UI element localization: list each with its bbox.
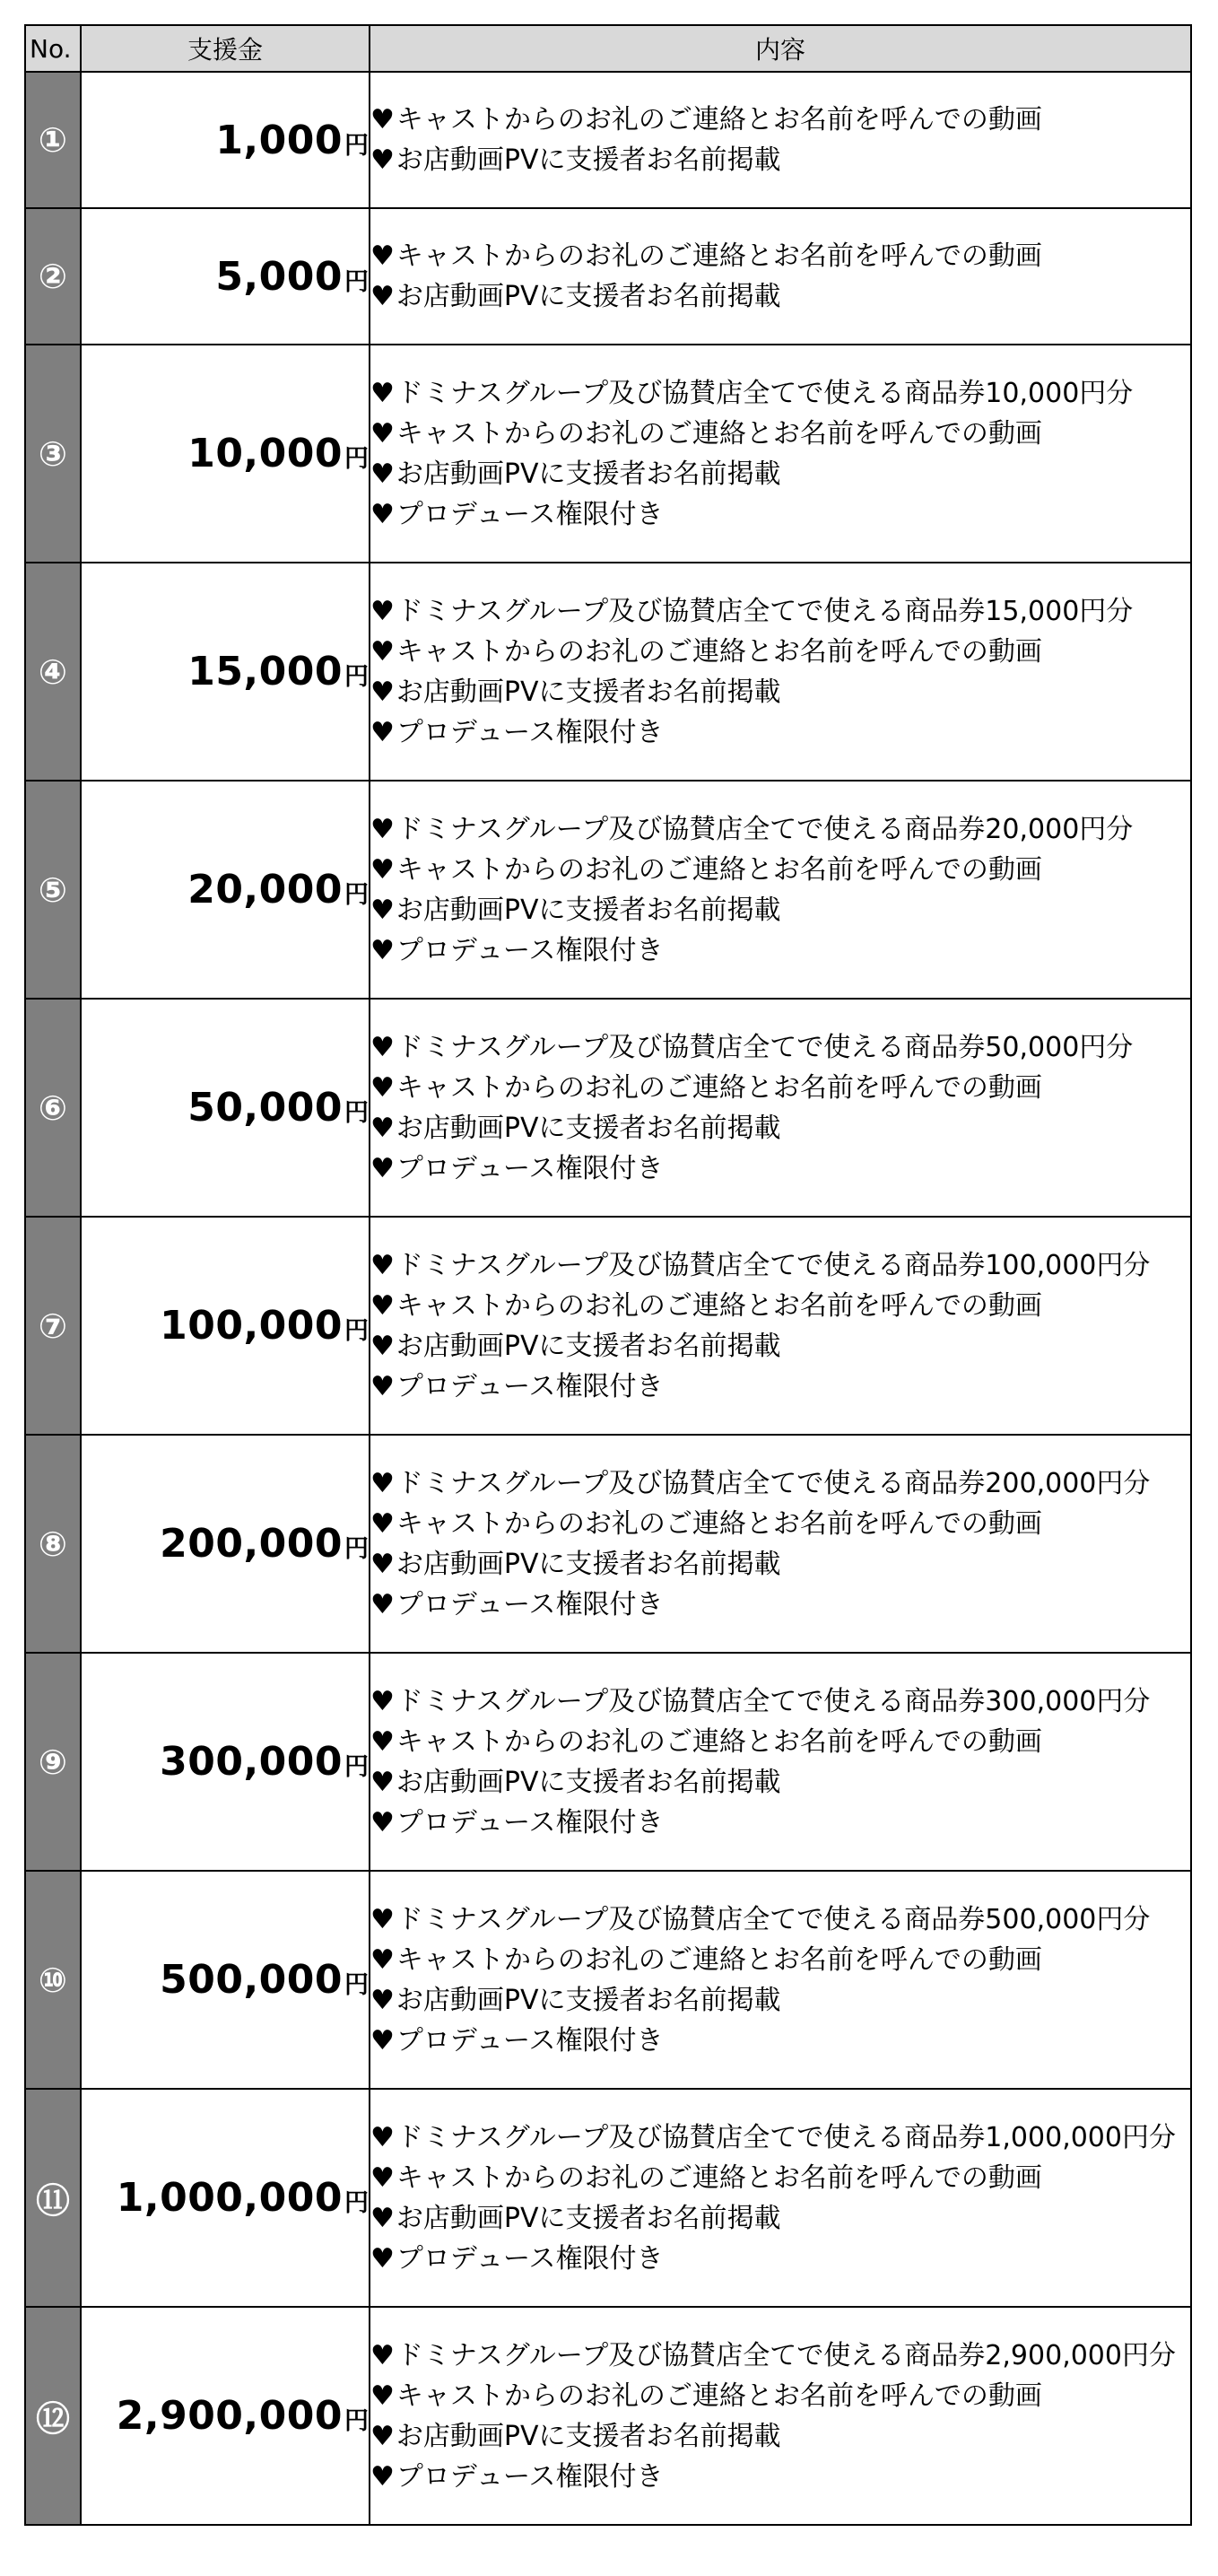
- benefit-item: [370, 712, 1190, 753]
- tier-amount-value: 10,000: [187, 431, 343, 476]
- tier-amount-cell: [81, 2089, 370, 2307]
- tier-amount-value: 300,000: [160, 1739, 343, 1785]
- benefit-text: キャストからのお礼のご連絡とお名前を呼んでの動画: [396, 853, 1042, 886]
- currency-unit: 円: [344, 1971, 369, 1999]
- tier-amount-cell: [81, 563, 370, 781]
- benefit-text: プロデュース権限付き: [396, 498, 664, 530]
- heart-icon: ♥: [370, 2202, 395, 2234]
- benefit-text: ドミナスグループ及び協賛店全てで使える商品券300,000円分: [396, 1685, 1151, 1717]
- tier-amount-cell: [81, 72, 370, 208]
- heart-icon: ♥: [370, 1766, 395, 1798]
- tier-amount-cell: [81, 1217, 370, 1435]
- heart-icon: ♥: [370, 595, 395, 627]
- tier-number: ②: [25, 208, 81, 345]
- table-row: [25, 1871, 1191, 2089]
- benefit-item: [370, 414, 1190, 454]
- benefit-item: [370, 890, 1190, 930]
- currency-unit: 円: [344, 2407, 369, 2435]
- benefit-text: プロデュース権限付き: [396, 2242, 664, 2275]
- heart-icon: ♥: [370, 1725, 395, 1758]
- benefit-item: [370, 276, 1190, 317]
- benefit-text: お店動画PVに支援者お名前掲載: [396, 676, 781, 708]
- benefit-item: [370, 2336, 1190, 2376]
- table-row: [25, 208, 1191, 345]
- benefit-item: [370, 1463, 1190, 1504]
- benefit-item: [370, 672, 1190, 712]
- header-amount: 支援金: [81, 25, 370, 72]
- tier-number: ⑧: [25, 1435, 81, 1653]
- heart-icon: ♥: [370, 1467, 395, 1499]
- table-row: [25, 1217, 1191, 1435]
- benefit-text: キャストからのお礼のご連絡とお名前を呼んでの動画: [396, 635, 1042, 668]
- table-row: [25, 72, 1191, 208]
- tier-content-cell: [370, 781, 1191, 999]
- tier-amount-value: 1,000,000: [116, 2175, 343, 2221]
- benefit-text: ドミナスグループ及び協賛店全てで使える商品券10,000円分: [396, 377, 1134, 409]
- support-tier-table: [24, 24, 1192, 2526]
- currency-unit: 円: [344, 131, 369, 160]
- heart-icon: ♥: [370, 676, 395, 708]
- benefit-text: プロデュース権限付き: [396, 1370, 664, 1402]
- heart-icon: ♥: [370, 1806, 395, 1838]
- tier-amount-cell: [81, 208, 370, 345]
- heart-icon: ♥: [370, 635, 395, 668]
- heart-icon: ♥: [370, 498, 395, 530]
- tier-number: ⑪: [25, 2089, 81, 2307]
- tier-content-cell: [370, 1435, 1191, 1653]
- tier-amount-cell: [81, 2307, 370, 2525]
- tier-number: ⑩: [25, 1871, 81, 2089]
- benefit-text: プロデュース権限付き: [396, 1152, 664, 1184]
- benefit-text: ドミナスグループ及び協賛店全てで使える商品券1,000,000円分: [396, 2121, 1176, 2153]
- tier-amount-value: 15,000: [187, 649, 343, 694]
- benefit-item: [370, 2416, 1190, 2457]
- benefit-text: キャストからのお礼のご連絡とお名前を呼んでの動画: [396, 1943, 1042, 1976]
- benefit-text: プロデュース権限付き: [396, 2460, 664, 2493]
- heart-icon: ♥: [370, 1112, 395, 1144]
- heart-icon: ♥: [370, 1071, 395, 1104]
- benefit-text: お店動画PVに支援者お名前掲載: [396, 144, 781, 176]
- benefit-text: お店動画PVに支援者お名前掲載: [396, 458, 781, 490]
- tier-amount-cell: [81, 345, 370, 563]
- benefit-item: [370, 1108, 1190, 1148]
- table-row: [25, 999, 1191, 1217]
- tier-amount-cell: [81, 781, 370, 999]
- heart-icon: ♥: [370, 934, 395, 966]
- currency-unit: 円: [344, 267, 369, 296]
- benefit-text: ドミナスグループ及び協賛店全てで使える商品券15,000円分: [396, 595, 1134, 627]
- tier-content-cell: [370, 1653, 1191, 1871]
- heart-icon: ♥: [370, 1685, 395, 1717]
- benefit-text: プロデュース権限付き: [396, 1588, 664, 1620]
- benefit-item: [370, 454, 1190, 494]
- table-row: [25, 1435, 1191, 1653]
- tier-amount-cell: [81, 1871, 370, 2089]
- heart-icon: ♥: [370, 1152, 395, 1184]
- benefit-text: お店動画PVに支援者お名前掲載: [396, 2420, 781, 2452]
- benefit-text: キャストからのお礼のご連絡とお名前を呼んでの動画: [396, 240, 1042, 272]
- benefit-item: [370, 2021, 1190, 2061]
- benefit-text: お店動画PVに支援者お名前掲載: [396, 1766, 781, 1798]
- benefit-text: プロデュース権限付き: [396, 1806, 664, 1838]
- heart-icon: ♥: [370, 2161, 395, 2194]
- table-row: [25, 2307, 1191, 2525]
- heart-icon: ♥: [370, 144, 395, 176]
- heart-icon: ♥: [370, 1031, 395, 1063]
- benefit-item: [370, 1940, 1190, 1980]
- table-row: [25, 781, 1191, 999]
- heart-icon: ♥: [370, 417, 395, 450]
- heart-icon: ♥: [370, 813, 395, 845]
- currency-unit: 円: [344, 1317, 369, 1345]
- benefit-text: キャストからのお礼のご連絡とお名前を呼んでの動画: [396, 2161, 1042, 2194]
- heart-icon: ♥: [370, 240, 395, 272]
- benefit-item: [370, 236, 1190, 276]
- benefit-item: [370, 1803, 1190, 1843]
- benefit-item: [370, 1245, 1190, 1286]
- support-tier-sheet: [24, 24, 1192, 2526]
- tier-table-body: [25, 72, 1191, 2525]
- tier-content-cell: [370, 1217, 1191, 1435]
- tier-number: ⑤: [25, 781, 81, 999]
- tier-amount-value: 500,000: [160, 1957, 343, 2003]
- heart-icon: ♥: [370, 716, 395, 748]
- benefit-item: [370, 2118, 1190, 2158]
- heart-icon: ♥: [370, 281, 395, 312]
- benefit-item: [370, 494, 1190, 535]
- benefit-text: ドミナスグループ及び協賛店全てで使える商品券20,000円分: [396, 813, 1134, 845]
- heart-icon: ♥: [370, 1289, 395, 1322]
- benefit-text: プロデュース権限付き: [396, 934, 664, 966]
- heart-icon: ♥: [370, 2024, 395, 2056]
- tier-amount-cell: [81, 999, 370, 1217]
- benefit-item: [370, 1585, 1190, 1625]
- benefit-text: キャストからのお礼のご連絡とお名前を呼んでの動画: [396, 2380, 1042, 2412]
- benefit-text: ドミナスグループ及び協賛店全てで使える商品券100,000円分: [396, 1249, 1151, 1281]
- benefit-text: お店動画PVに支援者お名前掲載: [396, 1112, 781, 1144]
- benefit-item: [370, 1326, 1190, 1367]
- benefit-text: プロデュース権限付き: [396, 2024, 664, 2056]
- header-no: No.: [25, 25, 81, 72]
- heart-icon: ♥: [370, 458, 395, 490]
- benefit-text: ドミナスグループ及び協賛店全てで使える商品券50,000円分: [396, 1031, 1134, 1063]
- benefit-text: キャストからのお礼のご連絡とお名前を呼んでの動画: [396, 1725, 1042, 1758]
- benefit-item: [370, 1367, 1190, 1407]
- heart-icon: ♥: [370, 1249, 395, 1281]
- table-row: [25, 2089, 1191, 2307]
- tier-content-cell: [370, 2089, 1191, 2307]
- currency-unit: 円: [344, 881, 369, 909]
- heart-icon: ♥: [370, 377, 395, 409]
- tier-number: ⑨: [25, 1653, 81, 1871]
- benefit-item: [370, 1722, 1190, 1762]
- tier-number: ③: [25, 345, 81, 563]
- benefit-item: [370, 2457, 1190, 2497]
- currency-unit: 円: [344, 1099, 369, 1127]
- currency-unit: 円: [344, 663, 369, 691]
- heart-icon: ♥: [370, 1370, 395, 1402]
- tier-number: ④: [25, 563, 81, 781]
- benefit-item: [370, 809, 1190, 850]
- tier-number: ①: [25, 72, 81, 208]
- benefit-item: [370, 1980, 1190, 2021]
- heart-icon: ♥: [370, 1903, 395, 1935]
- heart-icon: ♥: [370, 1588, 395, 1620]
- benefit-item: [370, 373, 1190, 414]
- heart-icon: ♥: [370, 1943, 395, 1976]
- tier-amount-value: 200,000: [160, 1521, 343, 1567]
- benefit-text: お店動画PVに支援者お名前掲載: [396, 1548, 781, 1580]
- tier-content-cell: [370, 345, 1191, 563]
- benefit-item: [370, 140, 1190, 180]
- heart-icon: ♥: [370, 2380, 395, 2412]
- heart-icon: ♥: [370, 1548, 395, 1580]
- benefit-text: キャストからのお礼のご連絡とお名前を呼んでの動画: [396, 417, 1042, 450]
- benefit-text: ドミナスグループ及び協賛店全てで使える商品券500,000円分: [396, 1903, 1151, 1935]
- tier-amount-value: 20,000: [187, 867, 343, 913]
- tier-amount-value: 2,900,000: [116, 2393, 343, 2439]
- heart-icon: ♥: [370, 2339, 395, 2371]
- currency-unit: 円: [344, 1753, 369, 1781]
- benefit-text: ドミナスグループ及び協賛店全てで使える商品券200,000円分: [396, 1467, 1151, 1499]
- tier-amount-value: 100,000: [160, 1303, 343, 1349]
- benefit-text: プロデュース権限付き: [396, 716, 664, 748]
- tier-number: ⑫: [25, 2307, 81, 2525]
- benefit-text: ドミナスグループ及び協賛店全てで使える商品券2,900,000円分: [396, 2339, 1176, 2371]
- heart-icon: ♥: [370, 2420, 395, 2452]
- tier-amount-cell: [81, 1653, 370, 1871]
- benefit-item: [370, 930, 1190, 971]
- tier-content-cell: [370, 1871, 1191, 2089]
- currency-unit: 円: [344, 2189, 369, 2217]
- benefit-text: キャストからのお礼のご連絡とお名前を呼んでの動画: [396, 1071, 1042, 1104]
- heart-icon: ♥: [370, 1984, 395, 2016]
- benefit-item: [370, 850, 1190, 890]
- table-row: [25, 345, 1191, 563]
- heart-icon: ♥: [370, 2460, 395, 2493]
- heart-icon: ♥: [370, 853, 395, 886]
- tier-number: ⑥: [25, 999, 81, 1217]
- tier-content-cell: [370, 2307, 1191, 2525]
- benefit-text: キャストからのお礼のご連絡とお名前を呼んでの動画: [396, 104, 1042, 135]
- tier-amount-value: 50,000: [187, 1085, 343, 1131]
- benefit-text: キャストからのお礼のご連絡とお名前を呼んでの動画: [396, 1289, 1042, 1322]
- benefit-item: [370, 2239, 1190, 2279]
- tier-number: ⑦: [25, 1217, 81, 1435]
- heart-icon: ♥: [370, 2121, 395, 2153]
- table-row: [25, 1653, 1191, 1871]
- benefit-item: [370, 1068, 1190, 1108]
- tier-content-cell: [370, 563, 1191, 781]
- heart-icon: ♥: [370, 104, 395, 135]
- benefit-text: お店動画PVに支援者お名前掲載: [396, 281, 781, 312]
- benefit-text: お店動画PVに支援者お名前掲載: [396, 2202, 781, 2234]
- benefit-item: [370, 1681, 1190, 1722]
- benefit-item: [370, 632, 1190, 672]
- tier-content-cell: [370, 999, 1191, 1217]
- benefit-text: お店動画PVに支援者お名前掲載: [396, 894, 781, 926]
- table-row: [25, 563, 1191, 781]
- heart-icon: ♥: [370, 894, 395, 926]
- benefit-item: [370, 1148, 1190, 1189]
- header-row: [25, 25, 1191, 72]
- benefit-text: お店動画PVに支援者お名前掲載: [396, 1984, 781, 2016]
- benefit-text: お店動画PVに支援者お名前掲載: [396, 1330, 781, 1362]
- tier-amount-value: 1,000: [215, 117, 343, 163]
- benefit-item: [370, 591, 1190, 632]
- benefit-item: [370, 1027, 1190, 1068]
- benefit-item: [370, 1899, 1190, 1940]
- benefit-item: [370, 2376, 1190, 2416]
- benefit-item: [370, 100, 1190, 140]
- benefit-item: [370, 1544, 1190, 1585]
- tier-content-cell: [370, 208, 1191, 345]
- benefit-item: [370, 2198, 1190, 2239]
- tier-amount-cell: [81, 1435, 370, 1653]
- tier-amount-value: 5,000: [215, 253, 343, 300]
- benefit-item: [370, 1286, 1190, 1326]
- currency-unit: 円: [344, 1535, 369, 1563]
- heart-icon: ♥: [370, 2242, 395, 2275]
- tier-content-cell: [370, 72, 1191, 208]
- header-content: 内容: [370, 25, 1191, 72]
- heart-icon: ♥: [370, 1330, 395, 1362]
- benefit-item: [370, 1504, 1190, 1544]
- currency-unit: 円: [344, 445, 369, 473]
- benefit-text: キャストからのお礼のご連絡とお名前を呼んでの動画: [396, 1507, 1042, 1540]
- heart-icon: ♥: [370, 1507, 395, 1540]
- benefit-item: [370, 1762, 1190, 1803]
- benefit-item: [370, 2158, 1190, 2198]
